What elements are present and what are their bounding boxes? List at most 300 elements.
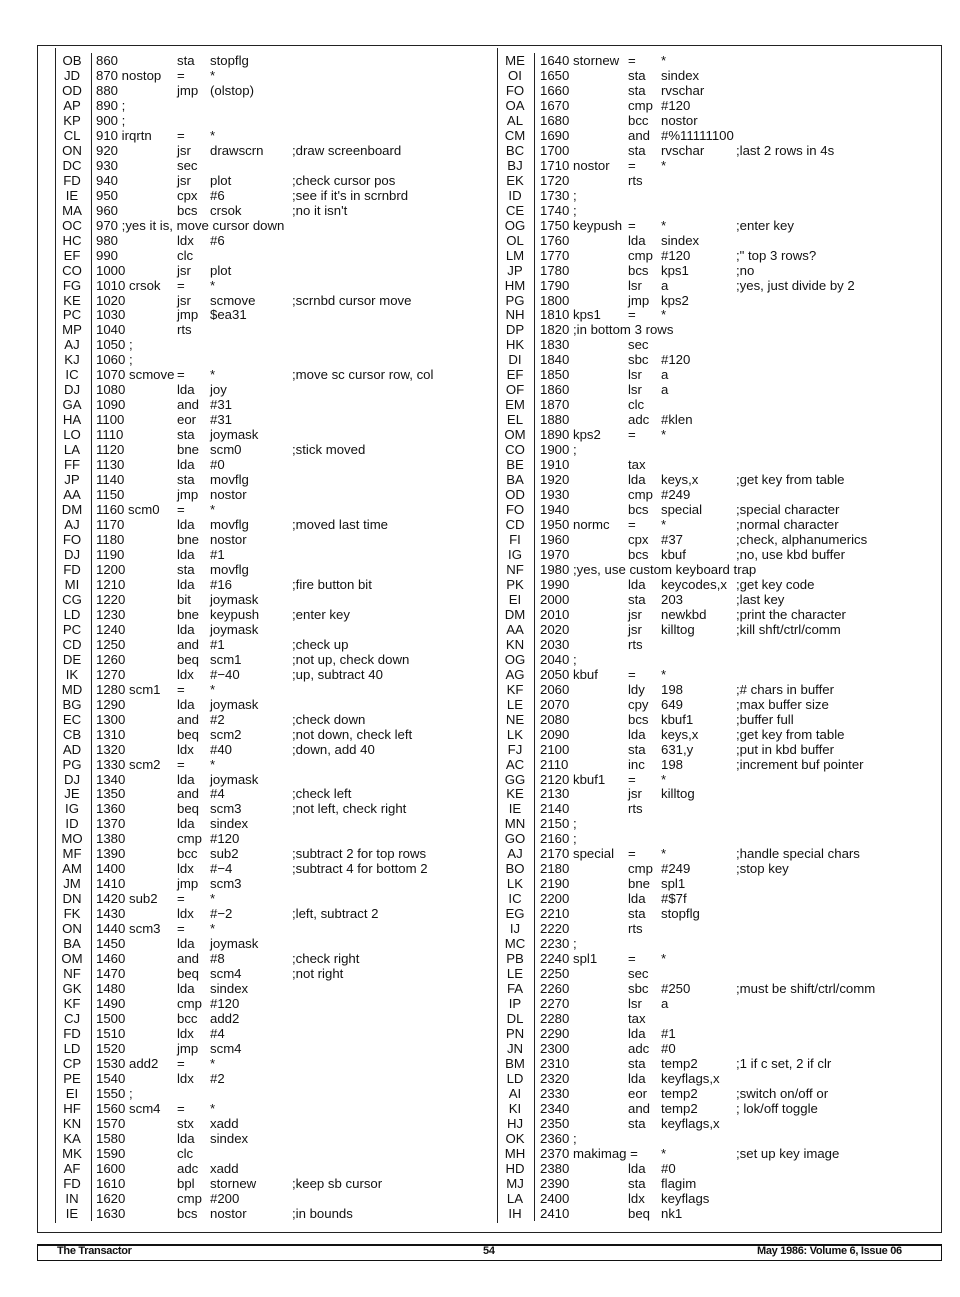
- line-number: 1270: [96, 666, 126, 682]
- line-number: 2080: [540, 711, 570, 727]
- comment: ;check, alphanumerics: [736, 532, 868, 547]
- code-line: [56, 322, 496, 337]
- code-line: [498, 1086, 938, 1101]
- operand: a: [661, 382, 669, 398]
- opcode: cpx: [177, 187, 198, 203]
- line-number: 1930: [540, 487, 570, 503]
- line-number: 1550 ;: [96, 1085, 133, 1101]
- opcode: sec: [628, 966, 649, 982]
- checksum-separator: [534, 846, 535, 861]
- opcode: beq: [177, 651, 200, 667]
- checksum-separator: [91, 607, 92, 622]
- operand: a: [661, 277, 669, 293]
- operand: #%11111100: [661, 127, 734, 143]
- operand: #8: [210, 951, 225, 967]
- checksum: NF: [63, 966, 81, 982]
- code-line: [498, 68, 938, 83]
- code-line: [56, 248, 496, 263]
- checksum-separator: [534, 412, 535, 427]
- checksum-separator: [91, 53, 92, 68]
- operand: crsok: [210, 202, 242, 218]
- checksum-separator: [91, 472, 92, 487]
- code-line: [56, 487, 496, 502]
- line-number: 1110: [96, 427, 124, 443]
- opcode: bcc: [628, 112, 649, 128]
- line-number: 1360: [96, 801, 126, 817]
- operand: sindex: [210, 816, 249, 832]
- code-line: [498, 547, 938, 562]
- opcode: =: [177, 367, 185, 383]
- operand: *: [210, 1055, 216, 1071]
- checksum-separator: [91, 502, 92, 517]
- operand: drawscrn: [210, 142, 264, 158]
- operand: #0: [210, 457, 225, 473]
- checksum-separator: [91, 83, 92, 98]
- checksum: PK: [506, 576, 524, 592]
- checksum-separator: [534, 906, 535, 921]
- operand: movflg: [210, 517, 249, 533]
- operand: #0: [661, 1160, 676, 1176]
- line-number: 2310: [540, 1055, 570, 1071]
- comment: ;no, use kbd buffer: [736, 546, 845, 562]
- operand: #4: [210, 1025, 225, 1041]
- checksum: BG: [62, 696, 82, 712]
- operand: #120: [661, 247, 691, 263]
- line-number: 1750 keypush: [540, 217, 623, 233]
- code-line: [498, 712, 938, 727]
- operand: joymask: [210, 696, 259, 712]
- opcode: sta: [628, 142, 646, 158]
- comment: ;enter key: [292, 606, 350, 622]
- checksum-separator: [534, 502, 535, 517]
- checksum: CB: [62, 726, 82, 742]
- opcode: bcs: [177, 202, 198, 218]
- code-line: [498, 1071, 938, 1086]
- operand: #1: [661, 1025, 676, 1041]
- code-line: [498, 667, 938, 682]
- checksum: OK: [505, 1130, 525, 1146]
- checksum: KA: [63, 1130, 81, 1146]
- checksum: MH: [504, 1145, 526, 1161]
- line-number: 2030: [540, 636, 570, 652]
- line-number: 1410: [96, 876, 126, 892]
- checksum-separator: [534, 1206, 535, 1221]
- checksum-separator: [91, 1146, 92, 1161]
- code-line: [498, 772, 938, 787]
- checksum: IE: [65, 1205, 79, 1221]
- comment: ;not right: [292, 966, 344, 982]
- comment: ;# chars in buffer: [736, 681, 834, 697]
- line-number: 2040 ;: [540, 651, 577, 667]
- operand: rvschar: [661, 142, 705, 158]
- line-number: 1960: [540, 532, 570, 547]
- checksum: LK: [506, 876, 524, 892]
- line-number: 2350: [540, 1115, 570, 1131]
- checksum: FD: [63, 1175, 81, 1191]
- code-line: [498, 1026, 938, 1041]
- line-number: 1480: [96, 981, 126, 997]
- checksum-separator: [91, 307, 92, 322]
- checksum-separator: [534, 876, 535, 891]
- code-line: [56, 1086, 496, 1101]
- line-number: 910 irqrtn: [96, 127, 152, 143]
- operand: #120: [210, 831, 240, 847]
- code-line: [56, 427, 496, 442]
- line-number: 870 nostop: [96, 67, 162, 83]
- operand: #120: [210, 996, 240, 1012]
- comment: ;get key from table: [736, 726, 845, 742]
- code-line: [498, 577, 938, 592]
- checksum: LA: [63, 442, 81, 458]
- code-line: [498, 607, 938, 622]
- checksum-separator: [534, 981, 535, 996]
- comment: ;check right: [292, 951, 360, 967]
- checksum-separator: [534, 637, 535, 652]
- checksum-separator: [534, 577, 535, 592]
- code-line: [498, 786, 938, 801]
- checksum: HD: [505, 1160, 525, 1176]
- checksum: NF: [506, 561, 524, 577]
- opcode: bne: [177, 606, 200, 622]
- operand: #31: [210, 397, 233, 413]
- comment: ;draw screenboard: [292, 142, 402, 158]
- comment: ;check cursor pos: [292, 172, 396, 188]
- opcode: =: [628, 307, 636, 323]
- checksum-separator: [534, 921, 535, 936]
- operand: *: [661, 846, 667, 862]
- line-number: 2100: [540, 741, 570, 757]
- opcode: lsr: [628, 367, 642, 383]
- comment: ;not down, check left: [292, 726, 413, 742]
- opcode: and: [177, 786, 200, 802]
- checksum-separator: [91, 278, 92, 293]
- comment: ;enter key: [736, 217, 794, 233]
- opcode: bne: [177, 442, 200, 458]
- code-line: [56, 547, 496, 562]
- opcode: bpl: [177, 1175, 195, 1191]
- opcode: =: [628, 951, 636, 967]
- checksum: OA: [505, 97, 525, 113]
- code-line: [56, 397, 496, 412]
- code-line: [498, 697, 938, 712]
- checksum-separator: [534, 83, 535, 98]
- opcode: beq: [628, 1205, 651, 1221]
- checksum: FF: [63, 457, 81, 473]
- operand: #2: [210, 1070, 225, 1086]
- opcode: and: [628, 127, 651, 143]
- checksum-separator: [534, 248, 535, 263]
- operand: *: [661, 666, 667, 682]
- line-number: 1610: [96, 1175, 126, 1191]
- opcode: lda: [177, 696, 195, 712]
- operand: scm3: [210, 876, 242, 892]
- checksum: CM: [504, 127, 526, 143]
- checksum-separator: [534, 652, 535, 667]
- line-number: 1290: [96, 696, 126, 712]
- operand: scm0: [210, 442, 242, 458]
- checksum: BE: [506, 457, 524, 473]
- checksum-separator: [91, 322, 92, 337]
- checksum: IJ: [509, 921, 521, 937]
- code-line: [498, 906, 938, 921]
- checksum-separator: [91, 1056, 92, 1071]
- opcode: and: [177, 711, 200, 727]
- checksum-separator: [91, 921, 92, 936]
- checksum-separator: [534, 996, 535, 1011]
- checksum: CG: [62, 591, 82, 607]
- opcode: cmp: [177, 1190, 202, 1206]
- line-number: 1840: [540, 352, 570, 368]
- comment: ;set up key image: [736, 1145, 840, 1161]
- checksum-separator: [91, 203, 92, 218]
- operand: movflg: [210, 472, 249, 488]
- operand: #120: [661, 352, 691, 368]
- operand: scm3: [210, 801, 242, 817]
- operand: rvschar: [661, 82, 705, 98]
- opcode: sta: [177, 53, 195, 68]
- code-line: [498, 1011, 938, 1026]
- code-line: [498, 981, 938, 996]
- line-number: 2110: [540, 756, 569, 772]
- checksum: MP: [62, 322, 82, 338]
- checksum-separator: [534, 188, 535, 203]
- code-line: [498, 382, 938, 397]
- code-line: [498, 951, 938, 966]
- line-number: 1920: [540, 472, 570, 488]
- code-line: [56, 622, 496, 637]
- checksum-separator: [534, 487, 535, 502]
- operand: sindex: [210, 1130, 249, 1146]
- code-line: [498, 517, 938, 532]
- code-line: [56, 1071, 496, 1086]
- code-line: [56, 98, 496, 113]
- operand: keys,x: [661, 472, 699, 488]
- checksum-separator: [91, 263, 92, 278]
- line-number: 2240 spl1: [540, 951, 598, 967]
- checksum: EM: [505, 397, 525, 413]
- checksum: LE: [506, 696, 524, 712]
- operand: killtog: [661, 621, 695, 637]
- opcode: jsr: [177, 142, 191, 158]
- code-line: [498, 53, 938, 68]
- opcode: sta: [628, 591, 646, 607]
- line-number: 1140: [96, 472, 125, 488]
- code-line: [498, 337, 938, 352]
- checksum-separator: [534, 772, 535, 787]
- operand: nostor: [210, 532, 247, 547]
- opcode: sta: [628, 82, 646, 98]
- opcode: inc: [628, 756, 645, 772]
- checksum-separator: [534, 951, 535, 966]
- line-number: 1240: [96, 621, 126, 637]
- checksum: OI: [508, 67, 522, 83]
- checksum: IN: [65, 1190, 79, 1206]
- operand: *: [210, 921, 216, 937]
- line-number: 2410: [540, 1205, 570, 1221]
- comment: ;check up: [292, 636, 349, 652]
- checksum-separator: [534, 233, 535, 248]
- operand: #−40: [210, 666, 240, 682]
- line-number: 980: [96, 232, 119, 248]
- line-number: 2020: [540, 621, 570, 637]
- checksum: ID: [65, 816, 79, 832]
- opcode: lda: [628, 1070, 646, 1086]
- checksum: NH: [505, 307, 525, 323]
- line-number: 1450: [96, 936, 126, 952]
- opcode: jmp: [628, 292, 650, 308]
- checksum: FI: [509, 532, 521, 547]
- checksum-separator: [91, 68, 92, 83]
- opcode: lsr: [628, 277, 642, 293]
- code-line: [498, 637, 938, 652]
- opcode: =: [177, 681, 185, 697]
- footer-magazine-title: The Transactor: [57, 1245, 132, 1257]
- checksum-separator: [534, 816, 535, 831]
- code-line: [498, 113, 938, 128]
- opcode: cmp: [628, 487, 653, 503]
- checksum: IH: [508, 1205, 522, 1221]
- opcode: adc: [628, 412, 650, 428]
- opcode: jsr: [177, 262, 191, 278]
- operand: #6: [210, 187, 225, 203]
- code-line: [56, 457, 496, 472]
- comment: ;move sc cursor row, col: [292, 367, 434, 383]
- checksum-separator: [91, 786, 92, 801]
- line-number: 950: [96, 187, 119, 203]
- line-number: 2090: [540, 726, 570, 742]
- checksum: MO: [61, 831, 83, 847]
- operand: *: [210, 756, 216, 772]
- line-number: 2250: [540, 966, 570, 982]
- code-line: [498, 248, 938, 263]
- line-number: 1940: [540, 502, 570, 518]
- checksum-separator: [534, 1176, 535, 1191]
- operand: newkbd: [661, 606, 707, 622]
- checksum: IK: [65, 666, 79, 682]
- line-number: 890 ;: [96, 97, 126, 113]
- opcode: lda: [177, 382, 195, 398]
- checksum: JM: [63, 876, 81, 892]
- operand: *: [210, 1100, 216, 1116]
- checksum: BJ: [507, 157, 523, 173]
- operand: kps2: [661, 292, 689, 308]
- operand: sindex: [210, 981, 249, 997]
- checksum: NE: [505, 711, 525, 727]
- code-line: [56, 891, 496, 906]
- operand: stornew: [210, 1175, 257, 1191]
- checksum: JP: [64, 472, 80, 488]
- comment: ;left, subtract 2: [292, 906, 379, 922]
- opcode: sta: [628, 1175, 646, 1191]
- checksum-separator: [91, 637, 92, 652]
- line-number: 1700: [540, 142, 570, 158]
- checksum-separator: [91, 1191, 92, 1206]
- comment: ;last key: [736, 591, 785, 607]
- opcode: rts: [628, 636, 643, 652]
- checksum: EC: [62, 711, 82, 727]
- line-number: 1860: [540, 382, 570, 398]
- code-line: [56, 1161, 496, 1176]
- checksum-separator: [91, 412, 92, 427]
- opcode: =: [628, 53, 636, 68]
- line-number: 1560 scm4: [96, 1100, 161, 1116]
- checksum: GK: [62, 981, 82, 997]
- opcode: jsr: [177, 172, 191, 188]
- checksum-separator: [91, 218, 92, 233]
- operand: nostor: [210, 1205, 247, 1221]
- checksum-separator: [534, 682, 535, 697]
- checksum: MC: [504, 936, 526, 952]
- line-number: 2120 kbuf1: [540, 771, 606, 787]
- checksum-separator: [91, 1101, 92, 1116]
- code-line: [56, 831, 496, 846]
- checksum-separator: [534, 143, 535, 158]
- comment: ;down, add 40: [292, 741, 375, 757]
- line-number: 2170 special: [540, 846, 615, 862]
- checksum: MF: [62, 846, 82, 862]
- code-line: [498, 203, 938, 218]
- code-line: [56, 906, 496, 921]
- checksum: ID: [508, 187, 522, 203]
- line-number: 2320: [540, 1070, 570, 1086]
- footer-right-edge: [941, 1244, 942, 1261]
- opcode: =: [628, 517, 636, 533]
- line-number: 1120: [96, 442, 125, 458]
- line-number: 1050 ;: [96, 337, 133, 353]
- checksum-separator: [534, 532, 535, 547]
- code-line: [56, 801, 496, 816]
- checksum-separator: [91, 592, 92, 607]
- checksum: EF: [506, 367, 524, 383]
- operand: keycodes,x: [661, 576, 727, 592]
- opcode: rts: [628, 801, 643, 817]
- checksum: MD: [61, 681, 83, 697]
- opcode: =: [177, 891, 185, 907]
- opcode: cpx: [628, 532, 649, 547]
- comment: ;last 2 rows in 4s: [736, 142, 835, 158]
- code-line: [498, 502, 938, 517]
- line-number: 900 ;: [96, 112, 126, 128]
- checksum: FD: [63, 1025, 81, 1041]
- code-line: [56, 173, 496, 188]
- checksum-separator: [91, 352, 92, 367]
- opcode: jmp: [177, 82, 199, 98]
- line-number: 960: [96, 202, 119, 218]
- opcode: =: [628, 666, 636, 682]
- line-number: 1210: [96, 576, 126, 592]
- line-number: 1570: [96, 1115, 126, 1131]
- line-number: 2280: [540, 1011, 570, 1026]
- line-number: 1520: [96, 1040, 126, 1056]
- opcode: clc: [177, 247, 194, 263]
- code-line: [56, 936, 496, 951]
- code-line: [498, 891, 938, 906]
- checksum: PG: [62, 756, 82, 772]
- code-line: [498, 757, 938, 772]
- checksum-separator: [534, 322, 535, 337]
- checksum-separator: [534, 891, 535, 906]
- operand: #4: [210, 786, 225, 802]
- checksum-separator: [534, 158, 535, 173]
- line-number: 2210: [540, 906, 570, 922]
- checksum-separator: [91, 966, 92, 981]
- opcode: clc: [177, 1145, 194, 1161]
- comment: ;1 if c set, 2 if clr: [736, 1055, 832, 1071]
- opcode: beq: [177, 801, 200, 817]
- checksum: FD: [63, 561, 81, 577]
- line-number: 1810 kps1: [540, 307, 601, 323]
- line-number: 1980 ;yes, use custom keyboard trap: [540, 561, 757, 577]
